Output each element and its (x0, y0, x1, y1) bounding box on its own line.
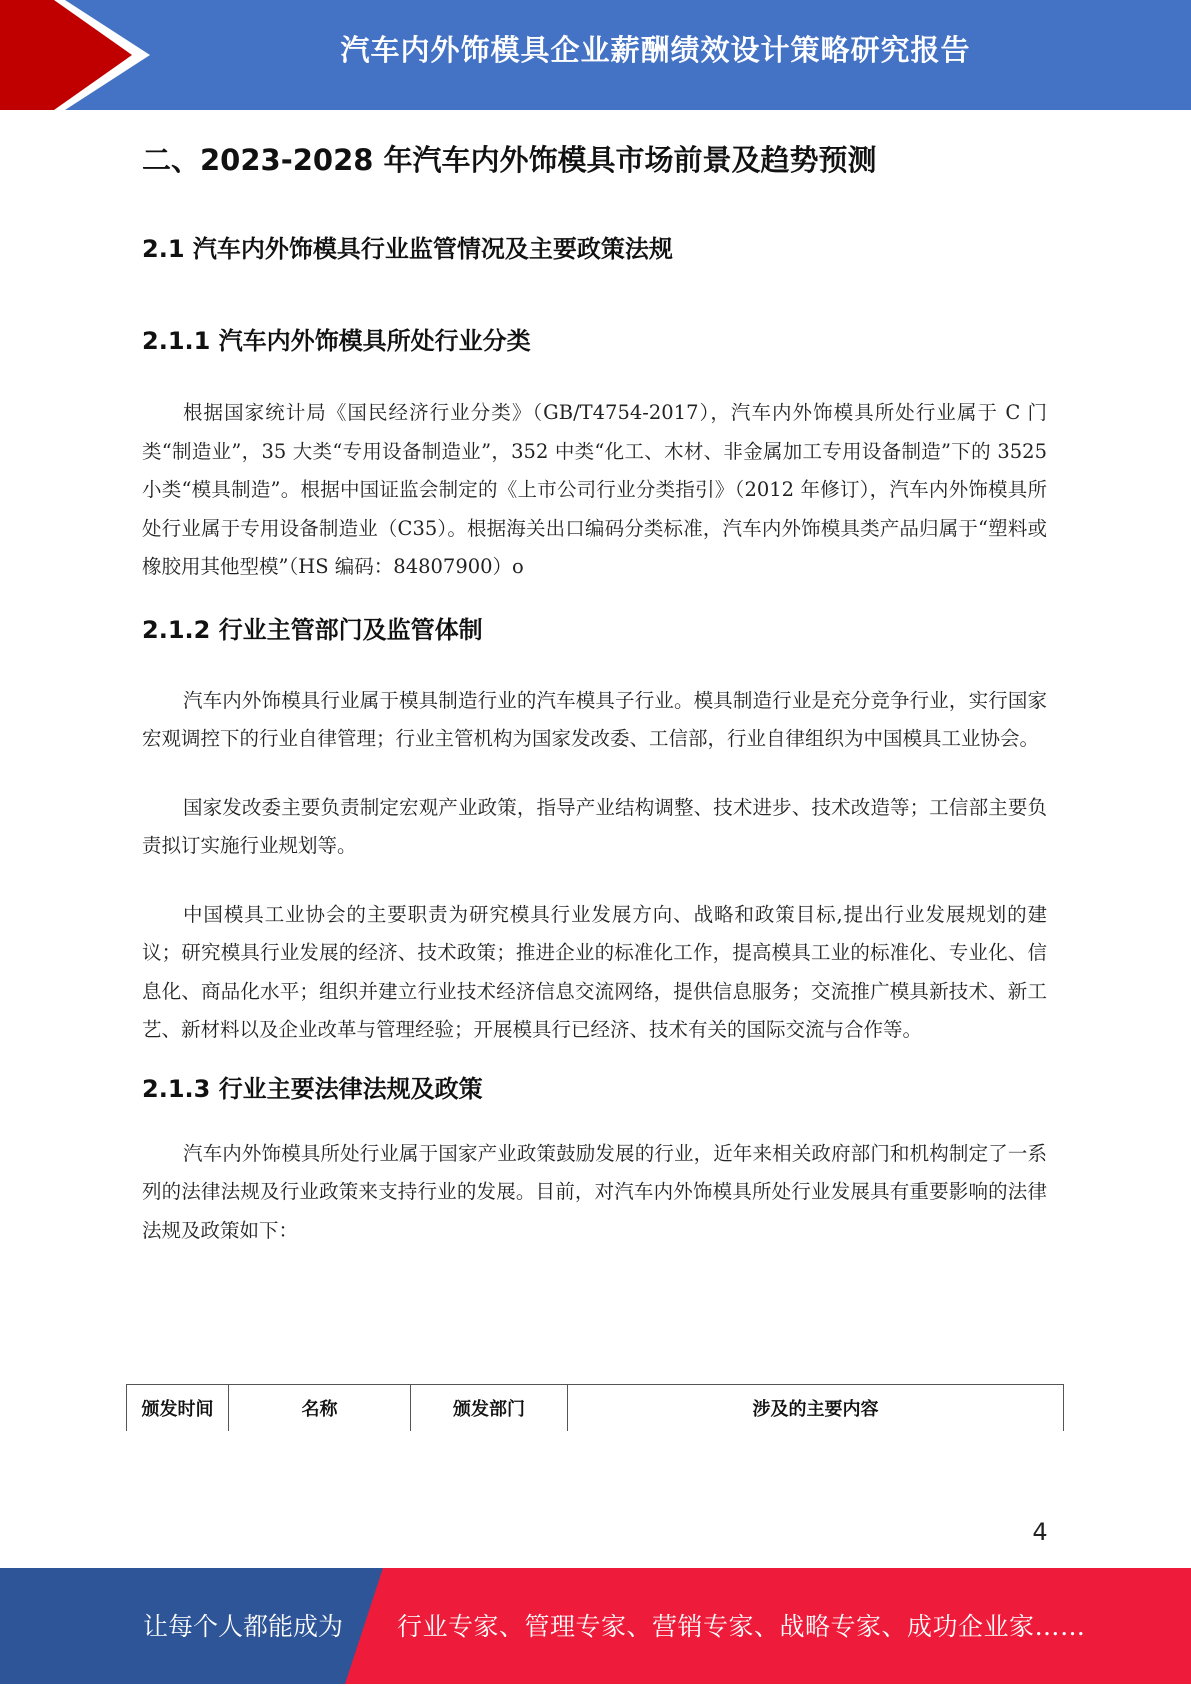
subsection-heading-2-1-1: 2.1.1 汽车内外饰模具所处行业分类 (142, 327, 531, 355)
column-header-issuing-department: 颁发部门 (411, 1385, 568, 1432)
paragraph-regulatory-body: 汽车内外饰模具行业属于模具制造行业的汽车模具子行业。模具制造行业是充分竞争行业，实行国家宏观调控下的行业自律管理；行业主管机构为国家发改委、工信部，行业自律组织为中国模具工业协会。 (142, 688, 1047, 750)
column-header-main-content: 涉及的主要内容 (568, 1385, 1064, 1432)
header-arrow-decoration (0, 0, 160, 110)
paragraph-laws-policies: 汽车内外饰模具所处行业属于国家产业政策鼓励发展的行业，近年来相关政府部门和机构制定了一系列的法律法规及行业政策来支持行业的发展。目前，对汽车内外饰模具所处行业发展具有重要影响的法律法规及政策如下： (142, 1141, 1047, 1242)
footer-slogan-right: 行业专家、管理专家、营销专家、战略专家、成功企业家…… (397, 1612, 1086, 1641)
table-header-row (127, 1385, 1064, 1432)
page-header (0, 0, 1191, 110)
subsection-heading-2-1-2: 2.1.2 行业主管部门及监管体制 (142, 615, 483, 644)
report-title: 汽车内外饰模具企业薪酬绩效设计策略研究报告 (340, 33, 971, 67)
footer-slogan-left: 让每个人都能成为 (143, 1612, 344, 1641)
policy-table (126, 1384, 1064, 1431)
column-header-name: 名称 (229, 1385, 411, 1432)
subsection-heading-2-1-3: 2.1.3 行业主要法律法规及政策 (142, 1074, 483, 1103)
subsection-heading-2-1: 2.1 汽车内外饰模具行业监管情况及主要政策法规 (142, 235, 673, 263)
paragraph-ndrc-duties: 国家发改委主要负责制定宏观产业政策，指导产业结构调整、技术进步、技术改造等；工信部主要负责拟订实施行业规划等。 (142, 795, 1047, 857)
document-body (142, 135, 1047, 1250)
page-footer (0, 1568, 1191, 1684)
paragraph-industry-classification: 根据国家统计局《国民经济行业分类》（GB/T4754-2017），汽车内外饰模具所处行业属于 C 门类“制造业”，35 大类“专用设备制造业”，352 中类“化工、木材、非金属加工专用设备制造”下的 3525 小类“模具制造”。根据中国证监会制定的《上市公司行业分类指引》（2012 年修订），汽车内外饰模具所处行业属于专用设备制造业（C35）。根据海关出口编码分类标准，汽车内外饰模具类产品归属于“塑料或橡胶用其他型模”（HS 编码：84807900）o (142, 401, 1047, 578)
column-header-issue-date: 颁发时间 (127, 1385, 229, 1432)
page-number: 4 (1032, 1518, 1048, 1546)
section-heading: 二、2023-2028 年汽车内外饰模具市场前景及趋势预测 (142, 143, 877, 177)
paragraph-association-duties: 中国模具工业协会的主要职责为研究模具行业发展方向、战略和政策目标,提出行业发展规划的建议；研究模具行业发展的经济、技术政策；推进企业的标准化工作，提高模具工业的标准化、专业化、信息化、商品化水平；组织并建立行业技术经济信息交流网络，提供信息服务；交流推广模具新技术、新工艺、新材料以及企业改革与管理经验；开展模具行已经济、技术有关的国际交流与合作等。 (142, 902, 1047, 1041)
